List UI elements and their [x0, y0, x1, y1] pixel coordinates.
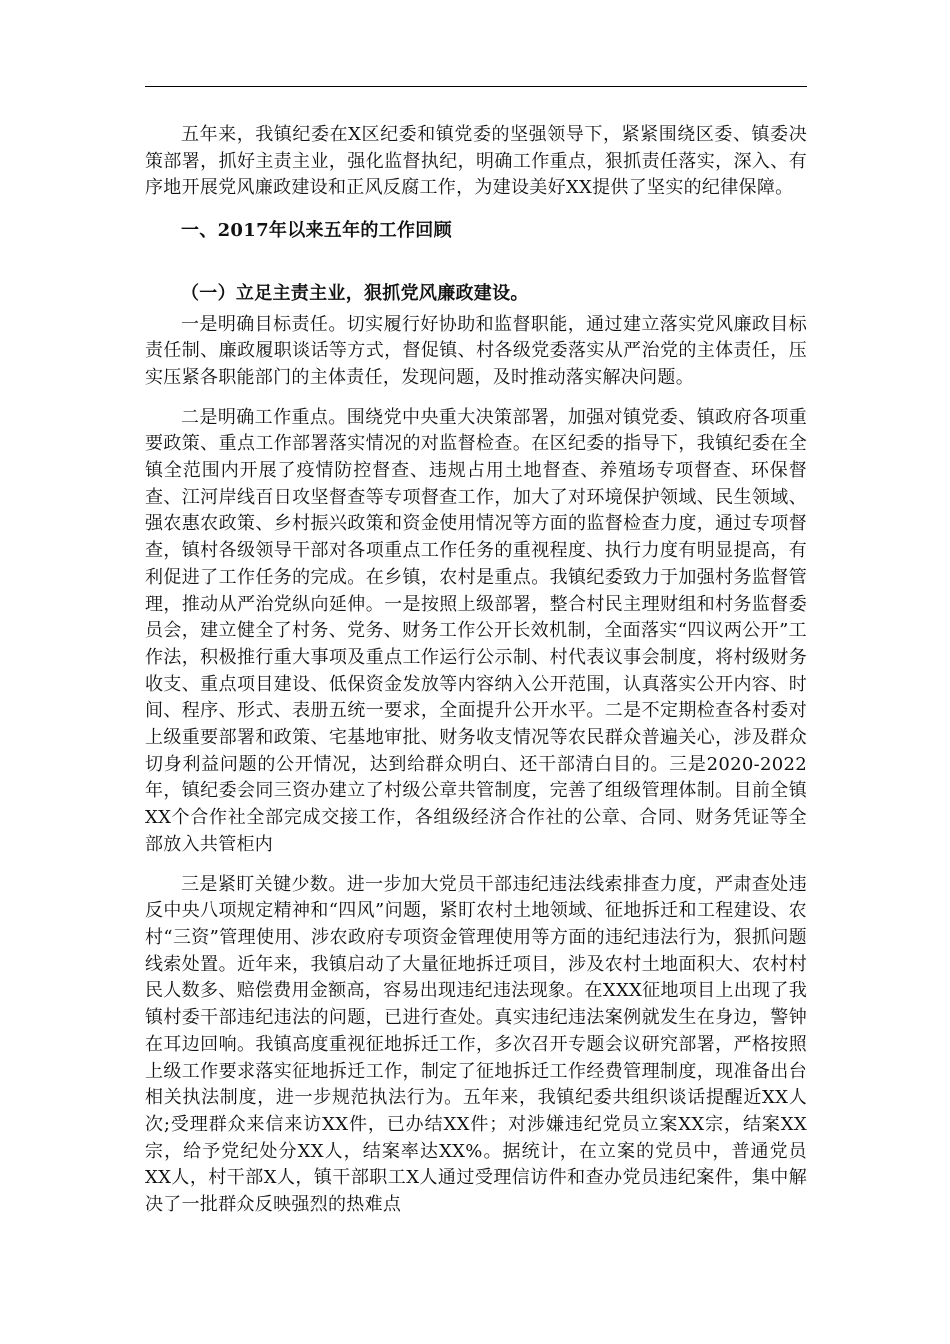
body-paragraph-1: 一是明确目标责任。切实履行好协助和监督职能，通过建立落实党风廉政目标责任制、廉政履职谈话等方式，督促镇、村各级党委落实从严治党的主体责任，压实压紧各职能部门的主体责任，发现问题，及时推动落实解决问题。	[145, 313, 807, 388]
body-paragraph-2: 二是明确工作重点。围绕党中央重大决策部署，加强对镇党委、镇政府各项重要政策、重点工作部署落实情况的对监督检查。在区纪委的指导下，我镇纪委在全镇全范围内开展了疫情防控督查、违规占用土地督查、养殖场专项督查、环保督查、江河岸线百日攻坚督查等专项督查工作，加大了对环境保护领域、民生领域、强农惠农政策、乡村振兴政策和资金使用情况等方面的监督检查力度，通过专项督查，镇村各级领导干部对各项重点工作任务的重视程度、执行力度有明显提高，有利促进了工作任务的完成。在乡镇，农村是重点。我镇纪委致力于加强村务监督管理，推动从严治党纵向延伸。一是按照上级部署，整合村民主理财组和村务监督委员会，建立健全了村务、党务、财务工作公开长效机制，全面落实“四议两公开”工作法，积极推行重大事项及重点工作运行公示制、村代表议事会制度，将村级财务收支、重点项目建设、低保资金发放等内容纳入公开范围，认真落实公开内容、时间、程序、形式、表册五统一要求，全面提升公开水平。二是不定期检查各村委对上级重要部署和政策、宅基地审批、财务收支情况等农民群众普遍关心，涉及群众切身利益问题的公开情况，达到给群众明白、还干部清白目的。三是2020-2022年，镇纪委会同三资办建立了村级公章共管制度，完善了组级管理体制。目前全镇XX个合作社全部完成交接工作，各组级经济合作社的公章、合同、财务凭证等全部放入共管柜内	[145, 406, 807, 855]
document-body	[145, 122, 807, 1219]
section-heading: 一、2017年以来五年的工作回顾	[181, 220, 452, 242]
body-paragraph-3: 三是紧盯关键少数。进一步加大党员干部违纪违法线索排查力度，严肃查处违反中央八项规定精神和“四风”问题，紧盯农村土地领域、征地拆迁和工程建设、农村“三资”管理使用、涉农政府专项资金管理使用等方面的违纪违法行为，狠抓问题线索处置。近年来，我镇启动了大量征地拆迁项目，涉及农村土地面积大、农村村民人数多、赔偿费用金额高，容易出现违纪违法现象。在XXX征地项目上出现了我镇村委干部违纪违法的问题，已进行查处。真实违纪违法案例就发生在身边，警钟在耳边回响。我镇高度重视征地拆迁工作，多次召开专题会议研究部署，严格按照上级工作要求落实征地拆迁工作，制定了征地拆迁工作经费管理制度，现准备出台相关执法制度，进一步规范执法行为。五年来，我镇纪委共组织谈话提醒近XX人次;受理群众来信来访XX件，已办结XX件；对涉嫌违纪党员立案XX宗，结案XX宗，给予党纪处分XX人，结案率达XX%。据统计，在立案的党员中，普通党员XX人，村干部X人，镇干部职工X人通过受理信访件和查办党员违纪案件，集中解决了一批群众反映强烈的热难点	[145, 873, 807, 1216]
subsection-heading: （一）立足主责主业，狠抓党风廉政建设。	[181, 282, 529, 304]
intro-paragraph: 五年来，我镇纪委在X区纪委和镇党委的坚强领导下，紧紧围绕区委、镇委决策部署，抓好主责主业，强化监督执纪，明确工作重点，狠抓责任落实，深入、有序地开展党风廉政建设和正风反腐工作，为建设美好XX提供了坚实的纪律保障。	[145, 124, 807, 199]
header-rule	[145, 86, 807, 87]
